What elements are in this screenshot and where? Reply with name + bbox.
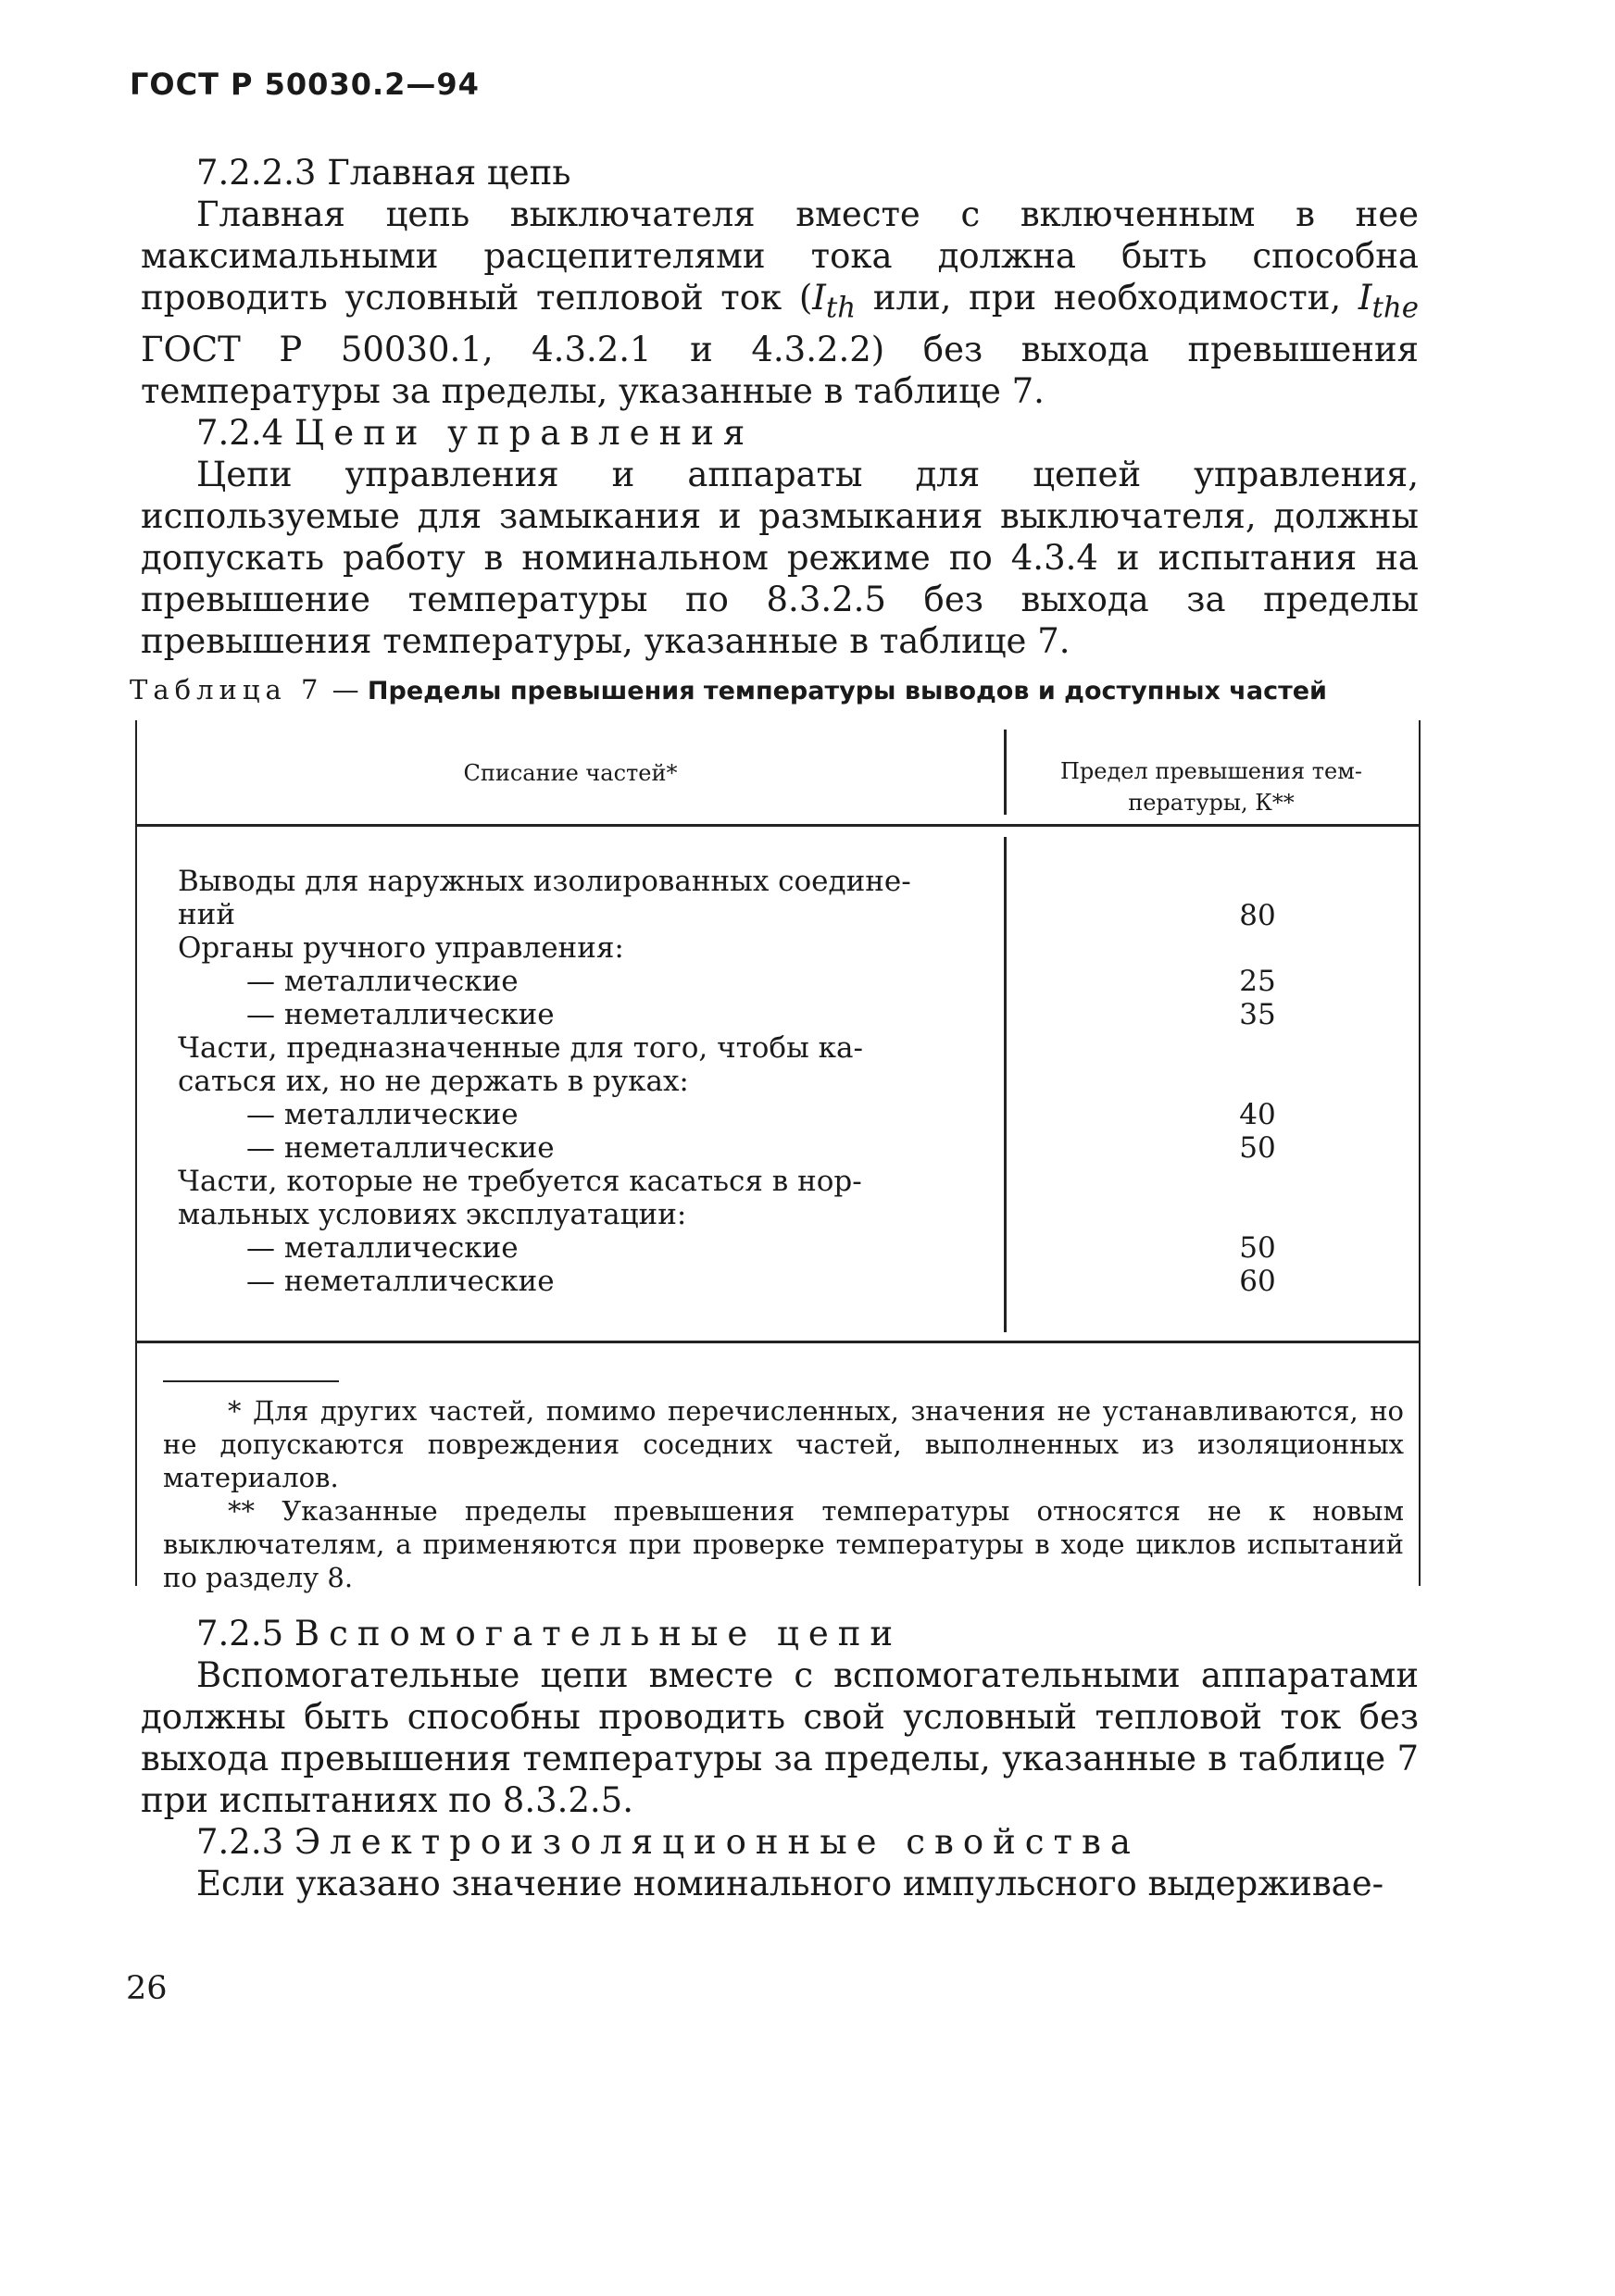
table-row-text: — металлические bbox=[246, 1098, 519, 1131]
table-row-text: — неметаллические bbox=[246, 998, 555, 1031]
table-footnote-2: ** Указанные пределы превышения температуры относятся не к новым выключателям, а применяются при проверке температуры в ходе циклов испытаний по разделу 8. bbox=[163, 1495, 1404, 1593]
footnote-rule bbox=[163, 1380, 339, 1382]
table-row-value: 60 bbox=[1239, 1265, 1276, 1298]
table-row-text: — неметаллические bbox=[246, 1265, 555, 1298]
table-row-value: 40 bbox=[1239, 1098, 1276, 1131]
section-body-7-2-3: Если указано значение номинального импульсного выдерживае- bbox=[196, 1864, 1384, 1903]
table-header-rule bbox=[137, 824, 1419, 827]
standard-code: ГОСТ Р 50030.2—94 bbox=[130, 67, 480, 102]
table-header-parts: Списание частей* bbox=[463, 760, 678, 786]
section-7-2-2-3 bbox=[141, 152, 1419, 662]
table-row-text: Органы ручного управления: bbox=[178, 931, 624, 965]
section-heading-7-2-3: 7.2.3 Электроизоляционные свойства bbox=[196, 1822, 1140, 1862]
table-row-text: мальных условиях эксплуатации: bbox=[178, 1198, 687, 1231]
table-row-text: ний bbox=[178, 898, 235, 931]
section-heading: 7.2.2.3 Главная цепь bbox=[196, 153, 571, 193]
section-body: Главная цепь выключателя вместе с включенным в нее максимальными расцепителями тока должна быть способна проводить условный тепловой ток ($I_{th}$ или, при необходимости, $I_{the}$ ГОСТ Р 50030.1, 4.3.2.1 и 4.3.2.2) без выхода превышения температуры за пределы, указанные в таблице 7. bbox=[141, 194, 1419, 412]
table-row-text: — неметаллические bbox=[246, 1131, 555, 1165]
table-header-divider bbox=[1004, 730, 1007, 815]
table-caption: Таблица 7 — Пределы превышения температуры выводов и доступных частей bbox=[130, 674, 1327, 705]
section-body-7-2-5: Вспомогательные цепи вместе с вспомогательными аппаратами должны быть способны проводить свой условный тепловой ток без выхода превышения температуры за пределы, указанные в таблице 7 при испытаниях по 8.3.2.5. bbox=[141, 1655, 1419, 1820]
table-row-text: саться их, но не держать в руках: bbox=[178, 1065, 689, 1098]
table-row-value: 80 bbox=[1239, 899, 1276, 932]
section-heading-7-2-4: 7.2.4 Цепи управления bbox=[196, 413, 755, 454]
table-body-rule bbox=[137, 1341, 1419, 1343]
table-row-text: Части, предназначенные для того, чтобы ка- bbox=[178, 1031, 863, 1065]
section-body-7-2-4: Цепи управления и аппараты для цепей управления, используемые для замыкания и размыкания выключателя, должны допускать работу в номинальном режиме по 4.3.4 и испытания на превышение температуры по 8.3.2.5 без выхода за пределы превышения температуры, указанные в таблице 7. bbox=[141, 455, 1419, 662]
table-row-value: 50 bbox=[1239, 1231, 1276, 1265]
table-body-divider bbox=[1004, 837, 1007, 1332]
table-row-value: 50 bbox=[1239, 1131, 1276, 1165]
table-row-value: 25 bbox=[1239, 965, 1276, 998]
table-row-text: Выводы для наружных изолированных соедине- bbox=[178, 865, 911, 898]
table-row-text: — металлические bbox=[246, 1231, 519, 1265]
table-row-text: Части, которые не требуется касаться в нор- bbox=[178, 1165, 862, 1198]
table-row-value: 35 bbox=[1239, 998, 1276, 1031]
table-header-limit: Предел превышения тем- пературы, К** bbox=[1059, 758, 1363, 816]
section-heading-7-2-5: 7.2.5 Вспомогательные цепи bbox=[196, 1614, 903, 1653]
table-footnote-1: * Для других частей, помимо перечисленных, значения не устанавливаются, но не допускаются повреждения соседних частей, выполненных из изоляционных материалов. bbox=[163, 1395, 1404, 1493]
table-row-text: — металлические bbox=[246, 965, 519, 998]
section-7-2-5 bbox=[141, 1613, 1419, 1904]
temperature-limits-table bbox=[135, 720, 1421, 1593]
page-number: 26 bbox=[126, 1970, 168, 2007]
